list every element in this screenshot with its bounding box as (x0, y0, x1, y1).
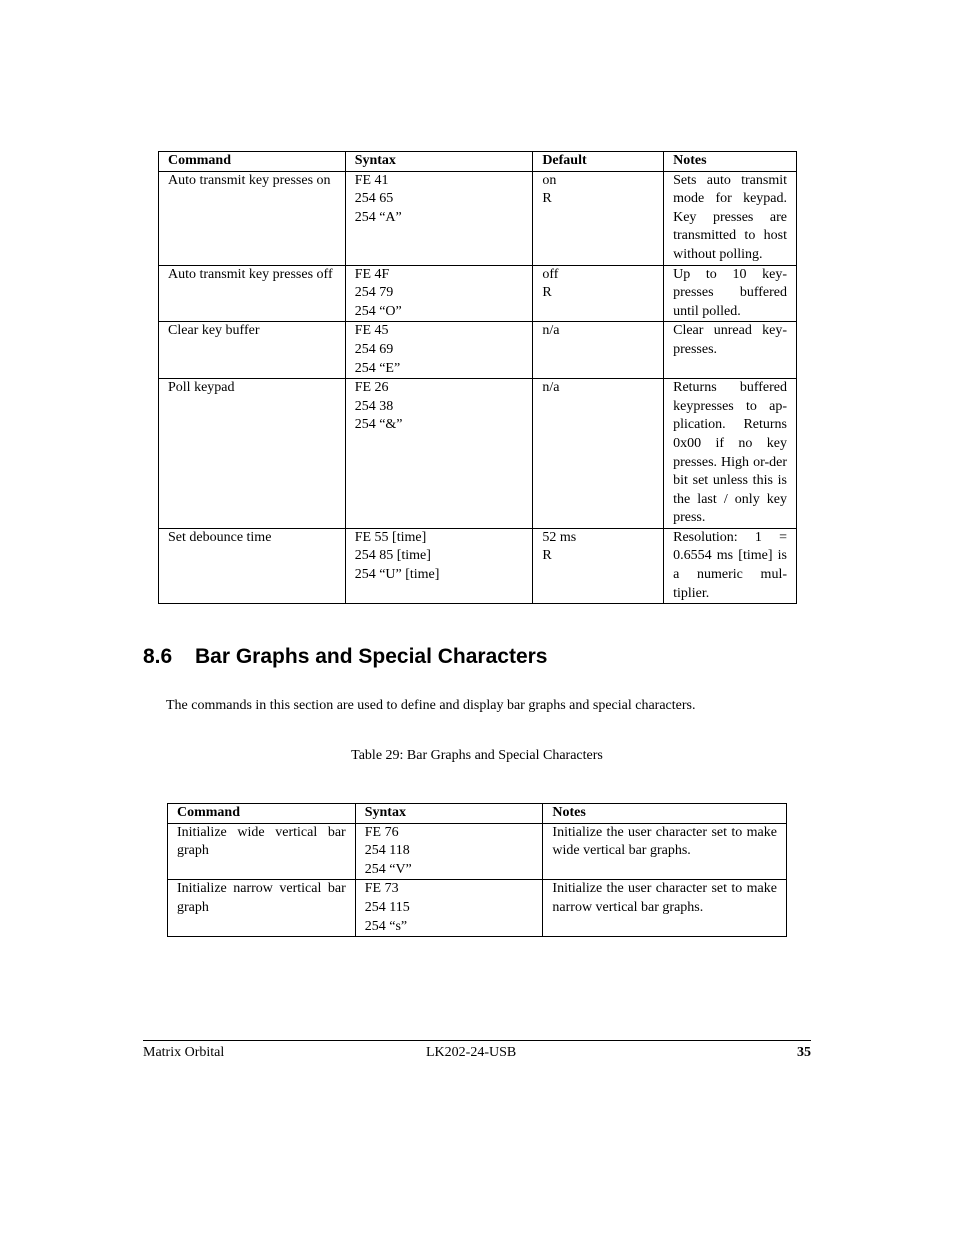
syntax-cell: FE 55 [time] 254 85 [time] 254 “U” [time] (345, 528, 533, 603)
column-header: Command (168, 804, 356, 824)
default-cell: off R (533, 265, 664, 322)
command-cell: Initialize narrow vertical bar graph (168, 880, 356, 937)
default-cell: on R (533, 171, 664, 265)
default-cell: 52 ms R (533, 528, 664, 603)
table-header-row (159, 152, 797, 172)
intro-paragraph: The commands in this section are used to define and display bar graphs and special characters. (166, 698, 696, 713)
column-header: Notes (543, 804, 787, 824)
default-cell: n/a (533, 379, 664, 529)
table-row (159, 322, 797, 379)
syntax-cell: FE 4F 254 79 254 “O” (345, 265, 533, 322)
table-caption: Table 29: Bar Graphs and Special Characters (351, 748, 603, 763)
notes-cell: Clear unread key-presses. (664, 322, 797, 379)
default-cell: n/a (533, 322, 664, 379)
command-cell: Auto transmit key presses off (159, 265, 346, 322)
table-row (159, 171, 797, 265)
notes-cell: Up to 10 key-presses buffered until polled. (664, 265, 797, 322)
footer-divider (143, 1040, 811, 1041)
footer-company: Matrix Orbital (143, 1045, 225, 1060)
command-cell: Clear key buffer (159, 322, 346, 379)
section-heading (143, 645, 547, 669)
syntax-cell: FE 26 254 38 254 “&” (345, 379, 533, 529)
table-header-row (168, 804, 787, 824)
column-header: Syntax (345, 152, 533, 172)
page-number: 35 (797, 1045, 811, 1060)
syntax-cell: FE 73 254 115 254 “s” (355, 880, 543, 937)
notes-cell: Initialize the user character set to make narrow vertical bar graphs. (543, 880, 787, 937)
table-row (159, 265, 797, 322)
syntax-cell: FE 76 254 118 254 “V” (355, 823, 543, 880)
section-number: 8.6 (143, 645, 173, 668)
bar-graph-commands-table (167, 803, 787, 937)
column-header: Notes (664, 152, 797, 172)
section-title: Bar Graphs and Special Characters (195, 645, 548, 668)
syntax-cell: FE 45 254 69 254 “E” (345, 322, 533, 379)
command-cell: Set debounce time (159, 528, 346, 603)
table-row (159, 528, 797, 603)
notes-cell: Initialize the user character set to make wide vertical bar graphs. (543, 823, 787, 880)
table-row (159, 379, 797, 529)
keypad-commands-table (158, 151, 797, 604)
column-header: Default (533, 152, 664, 172)
table-row (168, 880, 787, 937)
table-row (168, 823, 787, 880)
notes-cell: Resolution: 1 = 0.6554 ms [time] is a numeric mul-tiplier. (664, 528, 797, 603)
command-cell: Poll keypad (159, 379, 346, 529)
notes-cell: Sets auto transmit mode for keypad. Key presses are transmitted to host without polling. (664, 171, 797, 265)
command-cell: Initialize wide vertical bar graph (168, 823, 356, 880)
syntax-cell: FE 41 254 65 254 “A” (345, 171, 533, 265)
footer-product: LK202-24-USB (426, 1045, 517, 1060)
notes-cell: Returns buffered keypresses to ap-plication. Returns 0x00 if no key presses. High or-der bit set unless this is the last / only key press. (664, 379, 797, 529)
command-cell: Auto transmit key presses on (159, 171, 346, 265)
column-header: Syntax (355, 804, 543, 824)
column-header: Command (159, 152, 346, 172)
